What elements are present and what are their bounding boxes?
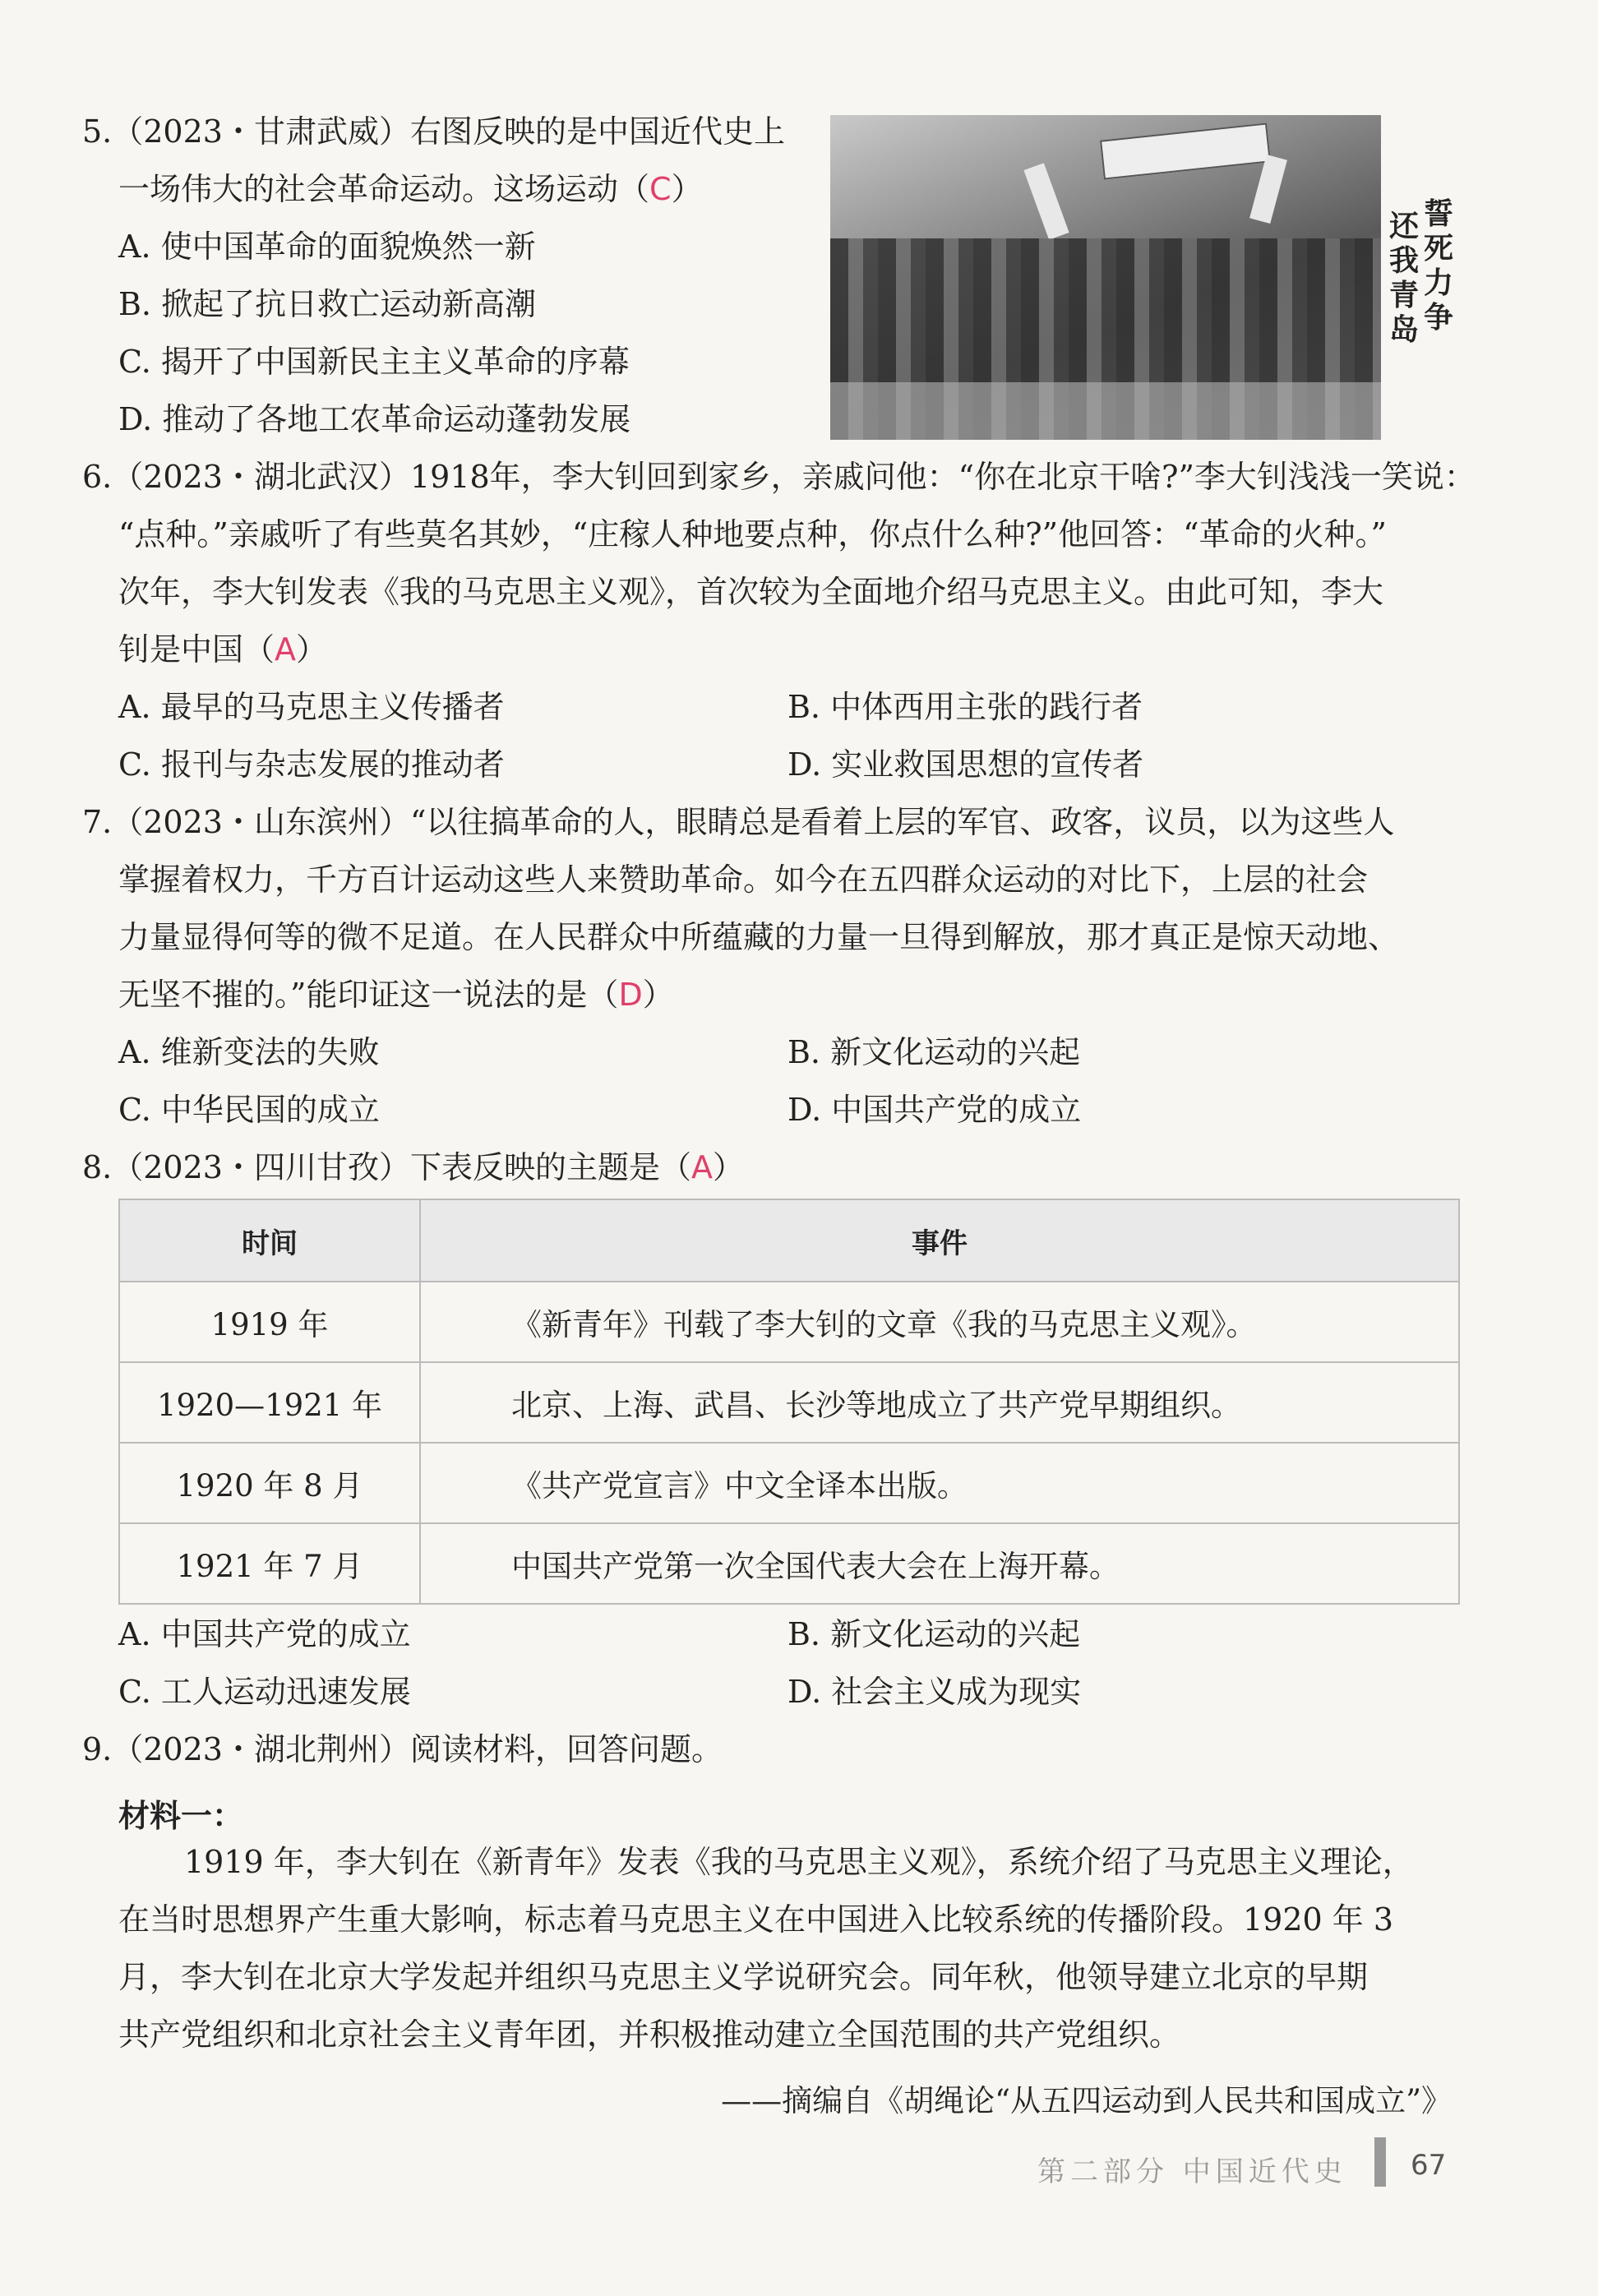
table-header-row (119, 1199, 1459, 1282)
q6-stem-text: 钊是中国（ (118, 631, 275, 668)
q8-answer: A (690, 1149, 713, 1185)
q6-option-d: D. 实业救国思想的宣传者 (787, 746, 1144, 783)
q6-stem-line3: 次年，李大钊发表《我的马克思主义观》，首次较为全面地介绍马克思主义。由此可知，李大 (118, 574, 1384, 610)
caption-col-1: 还我青岛 (1389, 210, 1420, 347)
q5-option-a: A. 使中国革命的面貌焕然一新 (118, 229, 536, 265)
footer-section-title: 第二部分 中国近代史 (1037, 2155, 1347, 2188)
q7-stem-line2: 掌握着权力，千方百计运动这些人来赞助革命。如今在五四群众运动的对比下，上层的社会 (118, 862, 1369, 898)
material-line1: 1919 年，李大钊在《新青年》发表《我的马克思主义观》，系统介绍了马克思主义理论， (184, 1844, 1414, 1880)
q8-stem-text: 8.（2023・四川甘孜）下表反映的主题是（ (82, 1149, 691, 1185)
material-source: ——摘编自《胡绳论“从五四运动到人民共和国成立”》 (721, 2083, 1452, 2118)
q6-stem-line1: 6.（2023・湖北武汉）1918年，李大钊回到家乡，亲戚问他：“你在北京干啥?”李大钊浅浅一笑说： (82, 459, 1476, 495)
q7-stem-close: ） (642, 977, 674, 1013)
table-row (119, 1362, 1459, 1443)
q9-stem-line1: 9.（2023・湖北荆州）阅读材料，回答问题。 (82, 1731, 723, 1767)
q6-option-c: C. 报刊与杂志发展的推动者 (118, 746, 505, 783)
q7-stem-line1: 7.（2023・山东滨州）“以往搞革命的人，眼睛总是看着上层的军官、政客，议员，以为这些人 (82, 804, 1395, 840)
table-row (119, 1523, 1459, 1604)
table-cell-event: 《共产党宣言》中文全译本出版。 (420, 1443, 1459, 1523)
q5-option-d: D. 推动了各地工农革命运动蓬勃发展 (118, 401, 631, 437)
photo-sign (1023, 163, 1069, 239)
q6-option-a: A. 最早的马克思主义传播者 (118, 689, 505, 725)
table-cell-time: 1921 年 7 月 (119, 1523, 420, 1604)
q5-option-b: B. 掀起了抗日救亡运动新高潮 (118, 286, 537, 322)
table-cell-event: 北京、上海、武昌、长沙等地成立了共产党早期组织。 (420, 1362, 1459, 1443)
q6-stem-close: ） (296, 631, 328, 668)
may-fourth-photo (830, 115, 1381, 440)
table-cell-event: 《新青年》刊载了李大钊的文章《我的马克思主义观》。 (420, 1282, 1459, 1362)
table-header-time: 时间 (119, 1199, 420, 1282)
q7-stem-text: 无坚不摧的。”能印证这一说法的是（ (118, 977, 619, 1013)
table-row (119, 1443, 1459, 1523)
q7-answer: D (618, 977, 643, 1013)
q7-option-d: D. 中国共产党的成立 (787, 1092, 1082, 1128)
q5-stem-close: ） (671, 171, 703, 207)
q7-option-b: B. 新文化运动的兴起 (787, 1034, 1081, 1070)
table-row (119, 1282, 1459, 1362)
q6-answer: A (275, 631, 297, 668)
q8-option-c: C. 工人运动迅速发展 (118, 1674, 411, 1710)
table-cell-event: 中国共产党第一次全国代表大会在上海开幕。 (420, 1523, 1459, 1604)
q8-option-d: D. 社会主义成为现实 (787, 1674, 1082, 1710)
q8-stem-close: ） (712, 1149, 744, 1185)
table-header-event: 事件 (420, 1199, 1459, 1282)
q8-option-a: A. 中国共产党的成立 (118, 1616, 411, 1652)
q5-stem-text: 一场伟大的社会革命运动。这场运动（ (118, 171, 650, 207)
table-cell-time: 1920 年 8 月 (119, 1443, 420, 1523)
q8-option-b: B. 新文化运动的兴起 (787, 1616, 1081, 1652)
table-cell-time: 1920—1921 年 (119, 1362, 420, 1443)
q7-option-a: A. 维新变法的失败 (118, 1034, 380, 1070)
q5-answer: C (649, 171, 672, 207)
events-table (118, 1199, 1460, 1605)
footer-divider (1374, 2137, 1386, 2187)
caption-col-2: 誓死力争 (1424, 197, 1454, 335)
q7-stem-line4 (118, 978, 674, 1011)
photo-sign (1249, 155, 1287, 224)
q6-stem-line4 (118, 633, 327, 666)
q6-option-b: B. 中体西用主张的践行者 (787, 689, 1143, 725)
material-line4: 共产党组织和北京社会主义青年团，并积极推动建立全国范围的共产党组织。 (118, 2017, 1181, 2053)
q5-stem-line1: 5.（2023・甘肃武威）右图反映的是中国近代史上 (82, 113, 785, 150)
q6-stem-line2: “点种。”亲戚听了有些莫名其妙，“庄稼人种地要点种，你点什么种?”他回答：“革命的火种。” (118, 516, 1387, 552)
material-label: 材料一： (118, 1798, 244, 1834)
q5-option-c: C. 揭开了中国新民主主义革命的序幕 (118, 344, 630, 380)
q5-stem-line2 (118, 173, 703, 206)
photo-banner (1100, 122, 1271, 179)
q7-stem-line3: 力量显得何等的微不足道。在人民群众中所蕴藏的力量一旦得到解放，那才真正是惊天动地、 (118, 919, 1400, 955)
photo-ground (830, 382, 1381, 440)
page-number: 67 (1411, 2149, 1447, 2182)
table-cell-time: 1919 年 (119, 1282, 420, 1362)
material-line3: 月，李大钊在北京大学发起并组织马克思主义学说研究会。同年秋，他领导建立北京的早期 (118, 1959, 1369, 1995)
q8-stem-line1 (82, 1151, 744, 1184)
material-line2: 在当时思想界产生重大影响，标志着马克思主义在中国进入比较系统的传播阶段。1920 年 3 (118, 1901, 1394, 1938)
q7-option-c: C. 中华民国的成立 (118, 1092, 380, 1128)
